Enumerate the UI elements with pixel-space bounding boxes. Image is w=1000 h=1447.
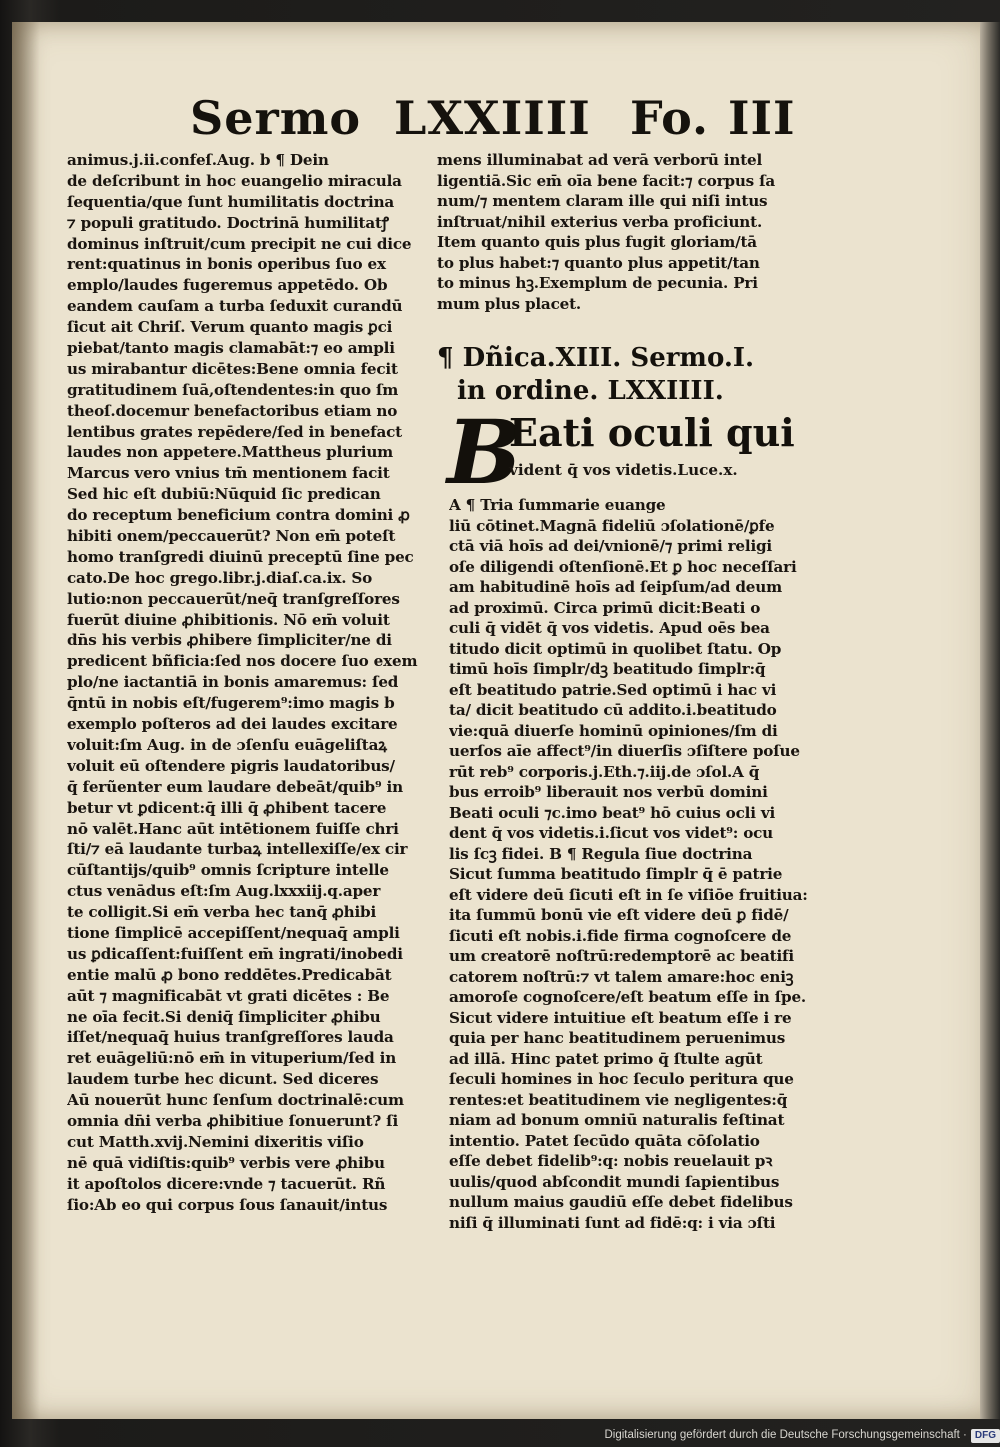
text-line: eſt beatitudo patrie.Sed optimū i hac vi — [449, 680, 777, 699]
text-line: mum plus placet. — [437, 294, 581, 313]
right-text-column-body — [449, 495, 809, 1233]
text-line: eſt videre deū ſicuti eſt in ſe viſiōe fruitiua: — [449, 885, 808, 904]
text-line: de deſcribunt in hoc euangelio miracula — [67, 171, 402, 190]
text-line: exemplo poſteros ad dei laudes excitare — [67, 715, 398, 734]
text-line: titudo dicit optimū in quolibet ſtatu. Op — [449, 639, 782, 658]
text-line: te colligit.Si em̄ verba hec tanq̄ ꝓhibi — [67, 903, 377, 922]
text-line: eandem cauſam a turba ſeduxit curandū — [67, 297, 403, 316]
text-line: am habitudinē hoīs ad ſeipſum/ad deum — [449, 578, 782, 596]
text-line: ad illā. Hinc patet primo q̄ ſtulte agūt — [449, 1049, 763, 1068]
text-line: emplo/laudes fugeremus appetēdo. Ob — [67, 276, 388, 295]
text-line: homo tranſgredi diuinū preceptū ſine pec — [67, 547, 414, 566]
text-line: plo/ne iactantiā in bonis amaremus: ſed — [67, 673, 399, 692]
text-line: ad proximū. Circa primū dicit:Beati o — [449, 598, 761, 617]
text-line: rent:quatinus in bonis operibus ſuo ex — [67, 255, 386, 274]
text-line: nō valēt.Hanc aūt intētionem fuiſſe chri — [67, 819, 399, 838]
text-line: timū hoīs ſimplr/dꝫ beatitudo ſimplr:q̄ — [449, 660, 766, 678]
text-line: theoſ.docemur benefactoribus etiam no — [67, 401, 398, 420]
text-line: eſſe debet fidelib⁹:q: nobis reuelauit pꝛ — [449, 1152, 773, 1170]
text-line: amoroſe cognoſcere/eſt beatum eſſe in ſpe. — [449, 988, 806, 1006]
text-line: uerſos aīe affect⁹/in diuerſis ɔſiſtere poſue — [449, 742, 800, 760]
text-line: liū cōtinet.Magnā fideliū ɔſolationē/ꝑfe — [449, 516, 775, 535]
text-line: to plus habet:⁊ quanto plus appetit/tan — [437, 253, 760, 272]
text-line: us mirabantur dicētes:Bene omnia fecit — [67, 359, 398, 378]
text-line: ⁊ populi gratitudo. Doctrinā humilitatꝭ — [67, 213, 389, 232]
pericope-opening — [437, 400, 809, 504]
text-line: cut Matth.xvij.Nemini dixeritis viſio — [67, 1132, 364, 1151]
text-line: hibiti onem/peccauerūt? Non em̄ poteſt — [67, 527, 396, 546]
text-line: Beati oculi ⁊c.imo beat⁹ hō cuius ocli vi — [449, 803, 776, 822]
text-line: Sed hic eſt dubiū:Nūquid ſic predican — [67, 485, 381, 504]
text-line: laudes non appetere.Mattheus plurium — [67, 443, 394, 462]
text-line: catorem noſtrū:⁊ vt talem amare:hoc eniꝫ — [449, 967, 794, 986]
text-line: ita ſummū bonū vie eſt videre deū ꝑ fidē/ — [449, 906, 789, 924]
text-line: iſſet/nequaq̄ huius tranſgreſſores lauda — [67, 1028, 394, 1047]
text-line: ctā viā hoīs ad dei/vnionē/⁊ primi religi — [449, 537, 773, 555]
text-line: cūſtantijs/quib⁹ omnis ſcripture intelle — [67, 861, 389, 880]
text-line: oſe diligendi oſtenſionē.Et ꝑ hoc neceſſari — [449, 557, 797, 576]
text-line: dn̄s his verbis ꝓhibere ſimpliciter/ne di — [67, 631, 392, 650]
text-line: num/⁊ mentem claram ille qui niſi intus — [437, 192, 768, 210]
text-line: fuerūt diuine ꝓhibitionis. Nō em̄ voluit — [67, 610, 390, 629]
text-line: rūt reb⁹ corporis.j.Eth.⁊.iij.de ɔſol.A q̄ — [449, 762, 760, 781]
text-line: predicent bñficia:ſed nos docere ſuo exem — [67, 652, 418, 671]
text-line: dent q̄ vos videtis.i.ſicut vos videt⁹: ocu — [449, 824, 774, 842]
text-line: A ¶ Tria ſummarie euange — [449, 496, 666, 514]
text-line: ta/ dicit beatitudo cū addito.i.beatitudo — [449, 701, 777, 719]
right-text-column-top — [437, 150, 809, 314]
page-fore-edge — [980, 22, 1000, 1419]
pericope-title: Eati oculi qui — [509, 410, 795, 455]
section-heading-line: ¶ Dñica.XIII. Sermo.I. — [437, 343, 755, 373]
text-line: niſi q̄ illuminati ſunt ad fidē:q: i via ɔſti — [449, 1213, 776, 1232]
text-line: ſicuti eſt nobis.i.fide firma cognoſcere de — [449, 926, 792, 945]
dfg-logo: DFG — [971, 1429, 1000, 1443]
header-folio-number: III — [728, 91, 796, 145]
pericope-citation: vident q̄ vos videtis.Luce.x. — [509, 461, 738, 479]
text-line: mens illuminabat ad verā verborū intel — [437, 151, 763, 169]
text-line: ſio:Ab eo qui corpus ſous ſanauit/intus — [67, 1195, 388, 1214]
text-line: voluit:ſm Aug. in de ɔſenſu euāgeliſtaꝝ — [67, 735, 387, 754]
section-heading — [437, 342, 809, 408]
text-line: q̄ ferũenter eum laudare debeāt/quib⁹ in — [67, 777, 403, 796]
text-line: to minus hꝫ.Exemplum de pecunia. Pri — [437, 274, 758, 292]
text-line: tione ſimplicē accepiſſent/nequaq̄ ampli — [67, 923, 400, 942]
text-line: bus erroib⁹ liberauit nos verbū domini — [449, 783, 768, 801]
text-line: culi q̄ vidēt q̄ vos videtis. Apud oēs bea — [449, 619, 770, 637]
text-line: omnia dn̄i verba ꝓhibitiue ſonuerunt? ſi — [67, 1111, 399, 1130]
header-sermo: Sermo — [190, 91, 362, 145]
text-line: Sicut ſumma beatitudo ſimplr q̄ ē patrie — [449, 865, 783, 883]
funding-credit-text: Digitalisierung gefördert durch die Deutsche Forschungsgemeinschaft · — [604, 1429, 967, 1441]
text-line: niam ad bonum omniū naturalis feſtinat — [449, 1111, 785, 1129]
decorated-initial: B — [447, 400, 522, 504]
text-line: Sicut videre intuitiue eſt beatum eſſe i re — [449, 1008, 792, 1027]
text-line: it apoſtolos dicere:vnde ⁊ tacuerūt. Rñ — [67, 1174, 386, 1193]
text-line: uulis/quod abſcondit mundi ſapientibus — [449, 1172, 780, 1191]
text-line: animus.j.ii.confeſ.Aug. b ¶ Dein — [67, 151, 329, 169]
text-line: betur vt ꝑdicent:q̄ illi q̄ ꝓhibent tacere — [67, 798, 387, 817]
text-line: laudem turbe hec dicunt. Sed diceres — [67, 1070, 379, 1089]
text-line: ctus venādus eſt:ſm Aug.lxxxiij.q.aper — [67, 882, 381, 901]
text-line: dominus inſtruit/cum precipit ne cui dice — [67, 234, 412, 253]
text-line: do receptum beneficium contra domini ꝓ — [67, 506, 410, 525]
running-header — [12, 88, 980, 148]
book-page — [12, 22, 980, 1419]
funding-credit — [600, 1426, 1000, 1444]
text-line: ſequentia/que ſunt humilitatis doctrina — [67, 192, 395, 211]
text-line: q̄ntū in nobis eſt/fugerem⁹:imo magis b — [67, 694, 395, 713]
section-heading-line: in ordine. LXXIIII. — [457, 376, 724, 406]
text-line: ligentiā.Sic em̄ oīa bene facit:⁊ corpus ſa — [437, 171, 776, 190]
text-line: quia per hanc beatitudinem peruenimus — [449, 1029, 786, 1047]
text-line: Item quanto quis plus fugit gloriam/tā — [437, 233, 757, 251]
left-text-column — [67, 150, 425, 1215]
header-folio-label: Fo. — [630, 91, 710, 145]
text-line: lentibus grates repēdere/ſed in benefact — [67, 422, 403, 441]
text-line: ret euāgeliū:nō em̄ in vituperium/ſed in — [67, 1049, 397, 1068]
text-line: piebat/tanto magis clamabāt:⁊ eo ampli — [67, 339, 395, 358]
text-line: vie:quā diuerſe hominū opiniones/ſm di — [449, 721, 778, 740]
header-sermon-number: LXXIIII — [394, 91, 591, 145]
text-line: cato.De hoc grego.libr.j.diaſ.ca.ix. So — [67, 568, 373, 587]
text-line: rentes:et beatitudinem vie negligentes:q̄ — [449, 1090, 788, 1109]
text-line: lutio:non peccauerūt/neq̄ tranſgreſſores — [67, 589, 400, 608]
text-line: ſicut ait Chriſ. Verum quanto magis ꝑci — [67, 318, 393, 337]
text-line: Marcus vero vnius tm̄ mentionem facit — [67, 464, 390, 483]
text-line: us ꝑdicaſſent:fuiſſent em̄ ingrati/inobedi — [67, 944, 403, 963]
text-line: um creatorē noſtrū:redemptorē ac beatifi — [449, 947, 794, 965]
text-line: entie malū ꝓ bono reddētes.Predicabāt — [67, 965, 392, 984]
text-line: ne oīa fecit.Si deniq̄ ſimpliciter ꝓhibu — [67, 1007, 381, 1026]
text-line: aūt ⁊ magnificabāt vt grati dicētes : Be — [67, 986, 390, 1005]
text-line: nullum maius gaudiū eſſe debet fidelibus — [449, 1193, 793, 1211]
text-line: inſtruat/nihil exterius verba proficiunt. — [437, 212, 763, 231]
text-line: voluit eū oſtendere pigris laudatoribus/ — [67, 756, 395, 775]
text-line: Aū nouerūt hunc ſenſum doctrinalē:cum — [67, 1091, 404, 1110]
text-line: intentio. Patet ſecūdo quāta cōſolatio — [449, 1131, 760, 1150]
text-line: lis ſcꝫ fidei. B ¶ Regula ſiue doctrina — [449, 844, 753, 863]
text-line: nē quā vidiſtis:quib⁹ verbis vere ꝓhibu — [67, 1153, 385, 1172]
text-line: ſti/⁊ eā laudante turbaꝝ intellexiſſe/ex cir — [67, 840, 408, 859]
text-line: ſeculi homines in hoc ſeculo peritura que — [449, 1070, 794, 1088]
text-line: gratitudinem ſuā,oſtendentes:in quo ſm — [67, 380, 399, 399]
